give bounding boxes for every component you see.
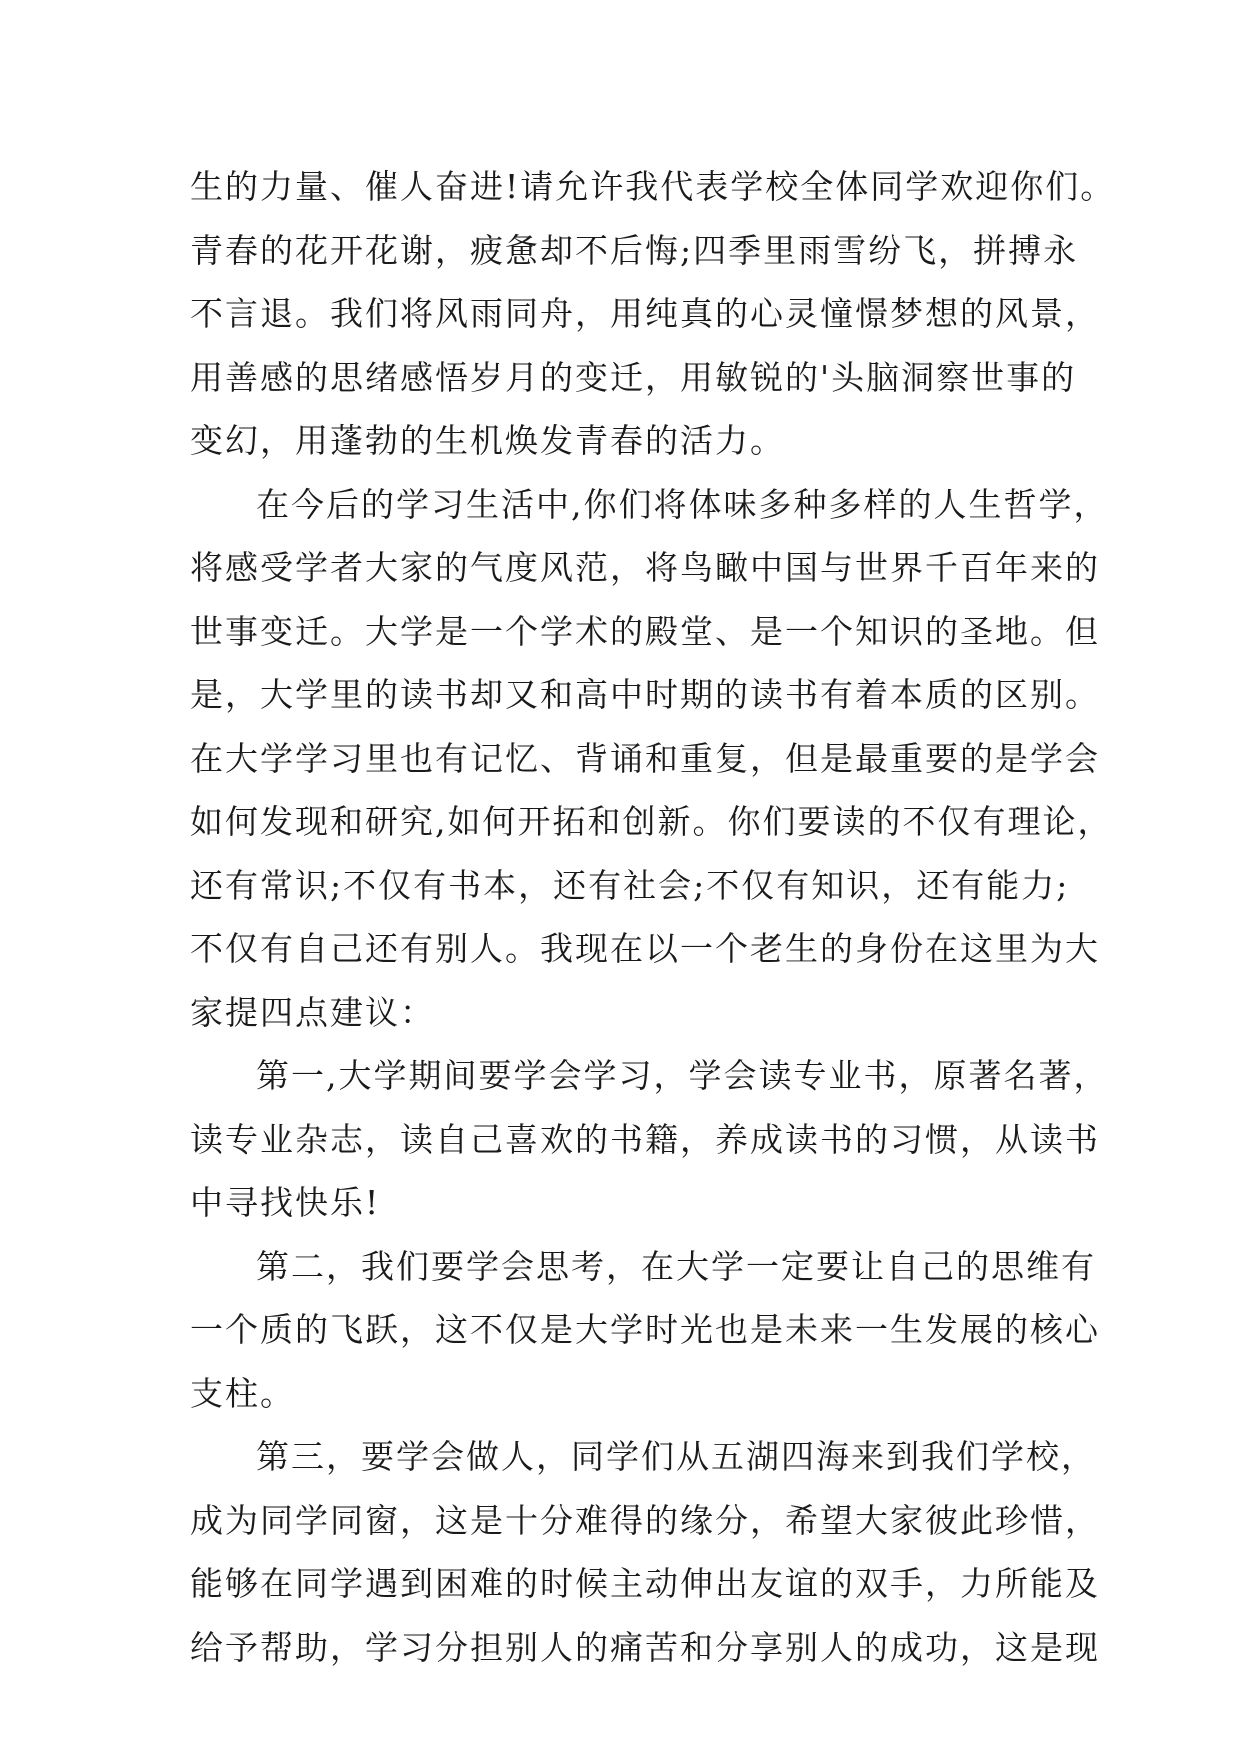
text-line: 给予帮助，学习分担别人的痛苦和分享别人的成功，这是现 [190, 1627, 1100, 1667]
text-line: 能够在同学遇到困难的时候主动伸出友谊的双手，力所能及 [190, 1564, 1100, 1603]
text-line: 第二，我们要学会思考，在大学一定要让自己的思维有 [256, 1246, 1096, 1286]
text-line: 不仅有自己还有别人。我现在以一个老生的身份在这里为大 [190, 929, 1100, 968]
text-line: 读专业杂志，读自己喜欢的书籍，养成读书的习惯，从读书 [190, 1119, 1100, 1159]
text-line: 变幻，用蓬勃的生机焕发青春的活力。 [190, 421, 785, 460]
text-line: 生的力量、催人奋进!请允许我代表学校全体同学欢迎你们。 [190, 167, 1116, 206]
text-line: 第一,大学期间要学会学习，学会读专业书，原著名著， [256, 1056, 1109, 1095]
text-line: 成为同学同窗，这是十分难得的缘分，希望大家彼此珍惜， [190, 1500, 1100, 1540]
text-line: 在大学学习里也有记忆、背诵和重复，但是最重要的是学会 [190, 738, 1100, 778]
text-line: 第三，要学会做人，同学们从五湖四海来到我们学校， [256, 1437, 1096, 1476]
text-line: 世事变迁。大学是一个学术的殿堂、是一个知识的圣地。但 [190, 611, 1100, 651]
text-line: 在今后的学习生活中,你们将体味多种多样的人生哲学， [256, 484, 1109, 524]
document-body [190, 155, 1116, 1679]
text-line: 将感受学者大家的气度风范，将鸟瞰中国与世界千百年来的 [190, 548, 1100, 587]
text-line: 家提四点建议： [190, 992, 435, 1032]
text-line: 一个质的飞跃，这不仅是大学时光也是未来一生发展的核心 [190, 1310, 1100, 1349]
text-line: 是，大学里的读书却又和高中时期的读书有着本质的区别。 [190, 675, 1100, 714]
text-line: 支柱。 [190, 1373, 295, 1413]
text-line: 中寻找快乐! [190, 1183, 381, 1222]
text-line: 青春的花开花谢，疲惫却不后悔;四季里雨雪纷飞，拼搏永 [190, 230, 1079, 270]
text-line: 如何发现和研究,如何开拓和创新。你们要读的不仅有理论， [190, 802, 1113, 841]
text-line: 还有常识;不仅有书本，还有社会;不仅有知识，还有能力; [190, 865, 1070, 905]
text-line: 用善感的思绪感悟岁月的变迁，用敏锐的'头脑洞察世事的 [190, 357, 1077, 397]
text-line: 不言退。我们将风雨同舟，用纯真的心灵憧憬梦想的风景， [190, 294, 1100, 333]
